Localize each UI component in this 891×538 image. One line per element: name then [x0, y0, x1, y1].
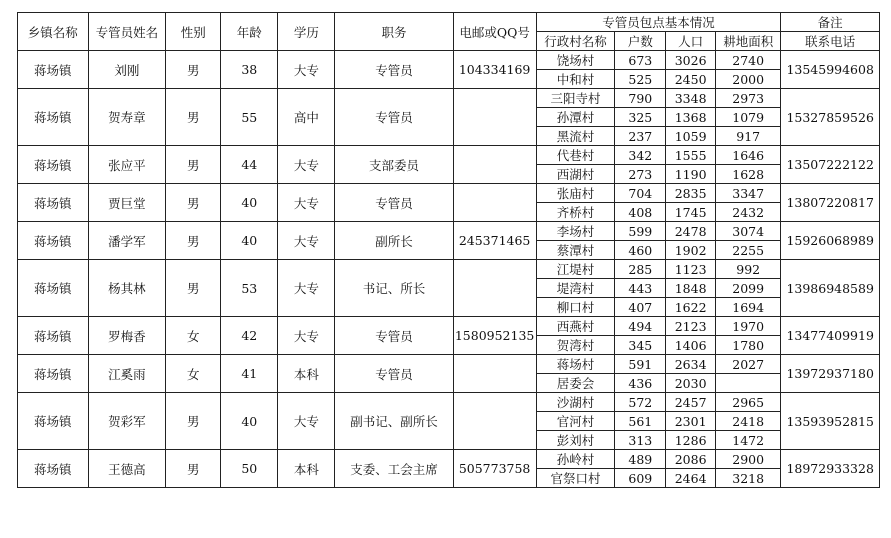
gender-cell: 女	[166, 317, 221, 355]
households-cell: 313	[615, 431, 666, 450]
officer-name-cell: 贺寿章	[88, 89, 166, 146]
age-cell: 40	[221, 222, 278, 260]
households-cell: 460	[615, 241, 666, 260]
population-cell: 3348	[666, 89, 716, 108]
households-cell: 572	[615, 393, 666, 412]
position-cell: 专管员	[335, 355, 453, 393]
header-education: 学历	[278, 13, 335, 51]
farmland-cell: 3218	[716, 469, 781, 488]
town-cell: 蒋场镇	[18, 260, 89, 317]
email-qq-cell: 104334169	[453, 51, 536, 89]
officer-table	[17, 12, 880, 488]
households-cell: 609	[615, 469, 666, 488]
town-cell: 蒋场镇	[18, 51, 89, 89]
households-cell: 407	[615, 298, 666, 317]
population-cell: 1190	[666, 165, 716, 184]
village-name-cell: 江堤村	[536, 260, 615, 279]
population-cell: 1555	[666, 146, 716, 165]
header-remark: 备注	[781, 13, 880, 32]
village-name-cell: 堤湾村	[536, 279, 615, 298]
village-name-cell: 西燕村	[536, 317, 615, 336]
village-name-cell: 中和村	[536, 70, 615, 89]
table-row	[18, 317, 880, 336]
village-name-cell: 李场村	[536, 222, 615, 241]
village-name-cell: 柳口村	[536, 298, 615, 317]
age-cell: 38	[221, 51, 278, 89]
table-row	[18, 260, 880, 279]
age-cell: 40	[221, 393, 278, 450]
position-cell: 专管员	[335, 89, 453, 146]
population-cell: 1848	[666, 279, 716, 298]
population-cell: 2634	[666, 355, 716, 374]
farmland-cell: 2740	[716, 51, 781, 70]
population-cell: 2030	[666, 374, 716, 393]
farmland-cell: 2900	[716, 450, 781, 469]
officer-name-cell: 王德高	[88, 450, 166, 488]
farmland-cell: 2432	[716, 203, 781, 222]
officer-name-cell: 罗梅香	[88, 317, 166, 355]
village-name-cell: 代巷村	[536, 146, 615, 165]
households-cell: 494	[615, 317, 666, 336]
town-cell: 蒋场镇	[18, 89, 89, 146]
village-name-cell: 官河村	[536, 412, 615, 431]
header-phone: 联系电话	[781, 32, 880, 51]
table-row	[18, 89, 880, 108]
population-cell: 1123	[666, 260, 716, 279]
households-cell: 443	[615, 279, 666, 298]
header-village: 行政村名称	[536, 32, 615, 51]
town-cell: 蒋场镇	[18, 450, 89, 488]
age-cell: 41	[221, 355, 278, 393]
village-name-cell: 居委会	[536, 374, 615, 393]
position-cell: 副所长	[335, 222, 453, 260]
farmland-cell: 1970	[716, 317, 781, 336]
position-cell: 支委、工会主席	[335, 450, 453, 488]
farmland-cell: 1780	[716, 336, 781, 355]
education-cell: 大专	[278, 222, 335, 260]
officer-name-cell: 张应平	[88, 146, 166, 184]
table-row	[18, 184, 880, 203]
village-name-cell: 张庙村	[536, 184, 615, 203]
village-name-cell: 孙潭村	[536, 108, 615, 127]
village-name-cell: 黑流村	[536, 127, 615, 146]
table-row	[18, 51, 880, 70]
village-name-cell: 孙岭村	[536, 450, 615, 469]
header-population: 人口	[666, 32, 716, 51]
town-cell: 蒋场镇	[18, 184, 89, 222]
education-cell: 大专	[278, 393, 335, 450]
education-cell: 本科	[278, 450, 335, 488]
gender-cell: 男	[166, 146, 221, 184]
gender-cell: 男	[166, 51, 221, 89]
households-cell: 704	[615, 184, 666, 203]
phone-cell: 15327859526	[781, 89, 880, 146]
population-cell: 2086	[666, 450, 716, 469]
phone-cell: 13477409919	[781, 317, 880, 355]
population-cell: 2478	[666, 222, 716, 241]
population-cell: 1368	[666, 108, 716, 127]
households-cell: 790	[615, 89, 666, 108]
education-cell: 大专	[278, 146, 335, 184]
phone-cell: 13593952815	[781, 393, 880, 450]
village-name-cell: 蔡潭村	[536, 241, 615, 260]
farmland-cell: 3074	[716, 222, 781, 241]
households-cell: 599	[615, 222, 666, 241]
position-cell: 书记、所长	[335, 260, 453, 317]
email-qq-cell: 505773758	[453, 450, 536, 488]
village-name-cell: 蒋场村	[536, 355, 615, 374]
header-households: 户数	[615, 32, 666, 51]
phone-cell: 13507222122	[781, 146, 880, 184]
officer-name-cell: 贾巨堂	[88, 184, 166, 222]
officer-name-cell: 贺彩军	[88, 393, 166, 450]
population-cell: 1059	[666, 127, 716, 146]
gender-cell: 女	[166, 355, 221, 393]
village-name-cell: 沙湖村	[536, 393, 615, 412]
table-body	[18, 51, 880, 488]
gender-cell: 男	[166, 222, 221, 260]
population-cell: 1406	[666, 336, 716, 355]
age-cell: 40	[221, 184, 278, 222]
email-qq-cell: 245371465	[453, 222, 536, 260]
header-officer-name: 专管员姓名	[88, 13, 166, 51]
gender-cell: 男	[166, 393, 221, 450]
phone-cell: 13545994608	[781, 51, 880, 89]
farmland-cell: 2973	[716, 89, 781, 108]
population-cell: 1902	[666, 241, 716, 260]
farmland-cell: 2099	[716, 279, 781, 298]
table-header	[18, 13, 880, 51]
table-row	[18, 146, 880, 165]
gender-cell: 男	[166, 89, 221, 146]
population-cell: 2301	[666, 412, 716, 431]
age-cell: 44	[221, 146, 278, 184]
population-cell: 2123	[666, 317, 716, 336]
education-cell: 大专	[278, 317, 335, 355]
position-cell: 支部委员	[335, 146, 453, 184]
households-cell: 561	[615, 412, 666, 431]
header-group: 专管员包点基本情况	[536, 13, 781, 32]
position-cell: 专管员	[335, 51, 453, 89]
officer-name-cell: 杨其林	[88, 260, 166, 317]
farmland-cell: 1472	[716, 431, 781, 450]
farmland-cell: 2418	[716, 412, 781, 431]
households-cell: 345	[615, 336, 666, 355]
email-qq-cell	[453, 393, 536, 450]
farmland-cell: 2255	[716, 241, 781, 260]
phone-cell: 18972933328	[781, 450, 880, 488]
households-cell: 237	[615, 127, 666, 146]
population-cell: 2464	[666, 469, 716, 488]
education-cell: 大专	[278, 260, 335, 317]
households-cell: 673	[615, 51, 666, 70]
phone-cell: 13986948589	[781, 260, 880, 317]
village-name-cell: 彭刘村	[536, 431, 615, 450]
farmland-cell: 1646	[716, 146, 781, 165]
header-position: 职务	[335, 13, 453, 51]
village-name-cell: 官祭口村	[536, 469, 615, 488]
farmland-cell: 2000	[716, 70, 781, 89]
age-cell: 42	[221, 317, 278, 355]
officer-name-cell: 刘刚	[88, 51, 166, 89]
village-name-cell: 贺湾村	[536, 336, 615, 355]
officer-name-cell: 潘学军	[88, 222, 166, 260]
education-cell: 大专	[278, 184, 335, 222]
email-qq-cell	[453, 89, 536, 146]
town-cell: 蒋场镇	[18, 355, 89, 393]
table-row	[18, 222, 880, 241]
population-cell: 2835	[666, 184, 716, 203]
village-name-cell: 三阳寺村	[536, 89, 615, 108]
farmland-cell: 1628	[716, 165, 781, 184]
education-cell: 大专	[278, 51, 335, 89]
table-row	[18, 355, 880, 374]
education-cell: 高中	[278, 89, 335, 146]
farmland-cell: 992	[716, 260, 781, 279]
email-qq-cell	[453, 146, 536, 184]
phone-cell: 13972937180	[781, 355, 880, 393]
phone-cell: 15926068989	[781, 222, 880, 260]
households-cell: 489	[615, 450, 666, 469]
officer-table-sheet	[17, 12, 880, 498]
email-qq-cell	[453, 184, 536, 222]
position-cell: 专管员	[335, 184, 453, 222]
header-email-qq: 电邮或QQ号	[453, 13, 536, 51]
population-cell: 2450	[666, 70, 716, 89]
farmland-cell: 1694	[716, 298, 781, 317]
email-qq-cell: 1580952135	[453, 317, 536, 355]
population-cell: 3026	[666, 51, 716, 70]
households-cell: 325	[615, 108, 666, 127]
gender-cell: 男	[166, 184, 221, 222]
farmland-cell: 917	[716, 127, 781, 146]
town-cell: 蒋场镇	[18, 146, 89, 184]
header-gender: 性别	[166, 13, 221, 51]
gender-cell: 男	[166, 260, 221, 317]
households-cell: 342	[615, 146, 666, 165]
age-cell: 50	[221, 450, 278, 488]
header-farmland: 耕地面积	[716, 32, 781, 51]
village-name-cell: 西湖村	[536, 165, 615, 184]
farmland-cell: 2027	[716, 355, 781, 374]
age-cell: 53	[221, 260, 278, 317]
table-row	[18, 450, 880, 469]
farmland-cell: 1079	[716, 108, 781, 127]
farmland-cell	[716, 374, 781, 393]
households-cell: 436	[615, 374, 666, 393]
households-cell: 525	[615, 70, 666, 89]
population-cell: 1745	[666, 203, 716, 222]
population-cell: 1622	[666, 298, 716, 317]
households-cell: 591	[615, 355, 666, 374]
population-cell: 1286	[666, 431, 716, 450]
town-cell: 蒋场镇	[18, 222, 89, 260]
households-cell: 408	[615, 203, 666, 222]
farmland-cell: 2965	[716, 393, 781, 412]
email-qq-cell	[453, 260, 536, 317]
farmland-cell: 3347	[716, 184, 781, 203]
position-cell: 副书记、副所长	[335, 393, 453, 450]
phone-cell: 13807220817	[781, 184, 880, 222]
header-town: 乡镇名称	[18, 13, 89, 51]
table-row	[18, 393, 880, 412]
officer-name-cell: 江奚雨	[88, 355, 166, 393]
town-cell: 蒋场镇	[18, 317, 89, 355]
education-cell: 本科	[278, 355, 335, 393]
households-cell: 273	[615, 165, 666, 184]
gender-cell: 男	[166, 450, 221, 488]
town-cell: 蒋场镇	[18, 393, 89, 450]
village-name-cell: 齐桥村	[536, 203, 615, 222]
age-cell: 55	[221, 89, 278, 146]
village-name-cell: 饶场村	[536, 51, 615, 70]
population-cell: 2457	[666, 393, 716, 412]
header-age: 年龄	[221, 13, 278, 51]
households-cell: 285	[615, 260, 666, 279]
email-qq-cell	[453, 355, 536, 393]
position-cell: 专管员	[335, 317, 453, 355]
